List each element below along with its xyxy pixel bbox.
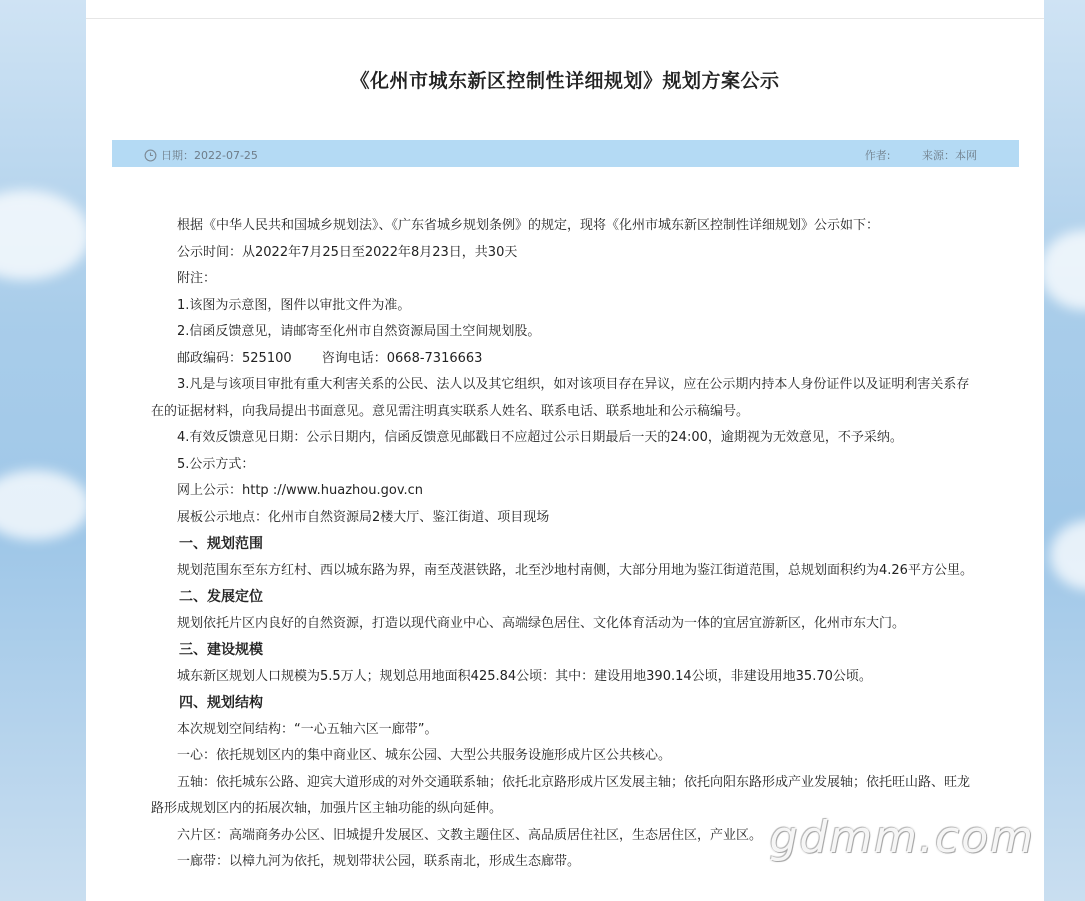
article-title: 《化州市城东新区控制性详细规划》规划方案公示: [350, 70, 780, 92]
site-watermark: gdmm.com: [769, 812, 1035, 863]
body-paragraph: 五轴：依托城东公路、迎宾大道形成的对外交通联系轴；依托北京路形成片区发展主轴；依托向阳东路形成产业发展轴；依托旺山路、旺龙路形成规划区内的拓展次轴，加强片区主轴功能的纵向延伸。: [151, 774, 971, 816]
body-paragraph: 六片区：高端商务办公区、旧城提升发展区、文教主题住区、高品质居住社区，生态居住区，产业区。: [177, 827, 763, 843]
section-heading: 三、建设规模: [179, 642, 263, 658]
article-body: [151, 213, 981, 876]
body-paragraph: 根据《中华人民共和国城乡规划法》、《广东省城乡规划条例》的规定，现将《化州市城东新区控制性详细规划》公示如下：: [177, 218, 880, 233]
body-paragraph: 公示时间：从2022年7月25日至2022年8月23日，共30天: [177, 244, 518, 260]
meta-date: 日期：2022-07-25: [161, 149, 258, 162]
clock-icon: [144, 149, 157, 162]
meta-date-group: [144, 147, 258, 163]
meta-source: 来源：本网: [922, 149, 977, 162]
section-heading: 二、发展定位: [179, 589, 263, 605]
body-paragraph: 邮政编码：525100 咨询电话：0668-7316663: [177, 350, 483, 366]
body-paragraph: 本次规划空间结构：“一心五轴六区一廊带”。: [177, 721, 438, 737]
body-paragraph: 1.该图为示意图，图件以审批文件为准。: [177, 297, 411, 313]
section-heading: 一、规划范围: [179, 536, 263, 552]
body-paragraph: 一廊带：以樟九河为依托，规划带状公园，联系南北，形成生态廊带。: [177, 854, 581, 869]
section-heading: 四、规划结构: [179, 695, 263, 711]
body-paragraph: 规划范围东至东方红村、西以城东路为界，南至茂湛铁路，北至沙地村南侧，大部分用地为鉴江街道范围，总规划面积约为4.26平方公里。: [177, 562, 973, 578]
body-paragraph: 2.信函反馈意见，请邮寄至化州市自然资源局国土空间规划股。: [177, 324, 541, 339]
body-paragraph: 规划依托片区内良好的自然资源，打造以现代商业中心、高端绿色居住、文化体育活动为一体的宜居宜游新区，化州市东大门。: [177, 615, 906, 631]
body-paragraph: 4.有效反馈意见日期：公示日期内，信函反馈意见邮戳日不应超过公示日期最后一天的24:00，逾期视为无效意见，不予采纳。: [177, 430, 903, 445]
body-paragraph: 网上公示：http ://www.huazhou.gov.cn: [177, 483, 424, 498]
article-page: [86, 0, 1044, 901]
meta-author: 作者:: [864, 149, 891, 162]
meta-author-source: [863, 147, 977, 163]
body-paragraph: 5.公示方式：: [177, 456, 255, 472]
body-paragraph: 附注：: [177, 271, 217, 286]
article-meta-bar: [112, 140, 1019, 167]
body-paragraph: 城东新区规划人口规模为5.5万人；规划总用地面积425.84公顷：其中：建设用地390.14公顷，非建设用地35.70公顷。: [177, 668, 872, 684]
top-divider: [86, 18, 1044, 19]
body-paragraph: 展板公示地点：化州市自然资源局2楼大厅、鉴江街道、项目现场: [177, 509, 550, 525]
body-paragraph: 一心：依托规划区内的集中商业区、城东公园、大型公共服务设施形成片区公共核心。: [177, 748, 672, 763]
body-paragraph: 3.凡是与该项目审批有重大利害关系的公民、法人以及其它组织，如对该项目存在异议，应在公示期内持本人身份证件以及证明利害关系存在的证据材料，向我局提出书面意见。意见需注明真实联系人姓名、联系电话、联系地址和公示稿编号。: [151, 377, 970, 419]
